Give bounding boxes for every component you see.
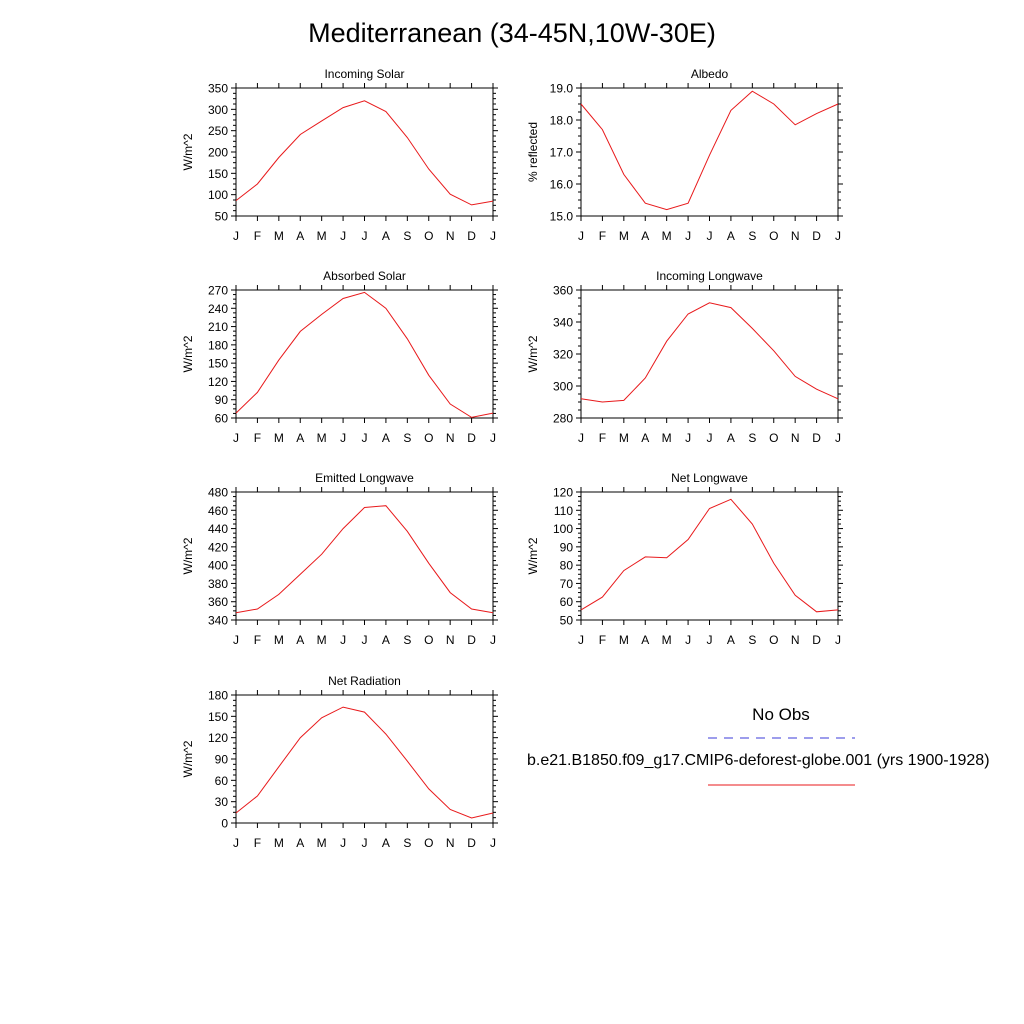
x-tick-label: J (233, 633, 239, 647)
x-tick-label: S (403, 431, 412, 445)
chart-title: Net Radiation (328, 674, 401, 688)
chart-title: Absorbed Solar (323, 269, 406, 283)
y-axis-label: W/m^2 (181, 537, 195, 575)
legend-obs-label: No Obs (752, 705, 810, 724)
y-tick-label: 380 (207, 576, 228, 591)
x-tick-label: O (769, 633, 779, 647)
x-tick-label: J (685, 633, 692, 647)
x-tick-label: O (424, 633, 434, 647)
x-tick-label: S (748, 431, 757, 445)
x-tick-label: J (490, 431, 496, 445)
x-tick-label: F (598, 633, 607, 647)
x-tick-label: J (233, 836, 239, 850)
y-tick-label: 90 (214, 752, 228, 767)
x-tick-label: A (641, 229, 650, 243)
x-tick-label: N (790, 633, 800, 647)
y-tick-label: 60 (559, 595, 573, 610)
x-tick-label: F (253, 431, 262, 445)
x-tick-label: M (316, 431, 327, 445)
x-tick-label: J (578, 633, 584, 647)
y-tick-label: 440 (207, 522, 228, 537)
x-tick-label: J (361, 229, 368, 243)
x-tick-label: A (296, 431, 305, 445)
x-tick-label: J (340, 229, 347, 243)
x-tick-label: S (403, 836, 412, 850)
y-tick-label: 50 (559, 613, 573, 628)
x-tick-label: A (641, 633, 650, 647)
y-axis-label: W/m^2 (181, 335, 195, 373)
y-tick-label: 150 (207, 166, 228, 181)
y-axis-label: W/m^2 (526, 335, 540, 373)
y-tick-label: 16.0 (549, 177, 573, 192)
y-tick-label: 460 (207, 503, 228, 518)
x-tick-label: O (424, 431, 434, 445)
x-tick-label: M (316, 633, 327, 647)
y-axis-label: W/m^2 (181, 740, 195, 778)
y-tick-label: 50 (214, 209, 228, 224)
x-tick-label: N (445, 431, 455, 445)
x-tick-label: S (748, 633, 757, 647)
y-tick-label: 280 (552, 411, 573, 426)
y-tick-label: 100 (552, 522, 573, 537)
x-tick-label: D (467, 836, 476, 850)
x-tick-label: J (706, 229, 713, 243)
chart-title: Net Longwave (671, 471, 748, 485)
page-title: Mediterranean (34-45N,10W-30E) (308, 18, 716, 48)
y-tick-label: 80 (559, 558, 573, 573)
y-tick-label: 300 (552, 379, 573, 394)
y-tick-label: 110 (553, 503, 573, 518)
y-tick-label: 120 (552, 485, 573, 500)
y-tick-label: 360 (207, 595, 228, 610)
x-tick-label: M (618, 229, 629, 243)
x-tick-label: N (790, 431, 800, 445)
x-tick-label: J (835, 633, 841, 647)
y-tick-label: 15.0 (549, 209, 573, 224)
x-tick-label: O (769, 229, 779, 243)
x-tick-label: S (403, 229, 412, 243)
x-tick-label: J (490, 229, 496, 243)
x-tick-label: D (467, 229, 476, 243)
x-tick-label: J (706, 431, 713, 445)
x-tick-label: A (641, 431, 650, 445)
chart-title: Incoming Longwave (656, 269, 763, 283)
y-axis-label: W/m^2 (181, 133, 195, 171)
x-tick-label: A (726, 633, 735, 647)
x-tick-label: S (748, 229, 757, 243)
x-tick-label: M (661, 431, 672, 445)
y-tick-label: 340 (207, 613, 228, 628)
x-tick-label: M (273, 431, 284, 445)
x-tick-label: J (361, 836, 368, 850)
y-tick-label: 270 (207, 283, 228, 298)
y-tick-label: 18.0 (549, 113, 573, 128)
x-tick-label: J (233, 229, 239, 243)
y-axis-label: % reflected (526, 121, 540, 183)
x-tick-label: A (726, 229, 735, 243)
y-tick-label: 400 (207, 558, 228, 573)
x-tick-label: D (812, 229, 821, 243)
x-tick-label: N (790, 229, 800, 243)
x-tick-label: M (273, 836, 284, 850)
y-tick-label: 200 (207, 145, 228, 160)
y-tick-label: 120 (207, 374, 228, 389)
y-tick-label: 0 (221, 816, 228, 831)
x-tick-label: O (424, 229, 434, 243)
x-tick-label: J (835, 431, 841, 445)
y-tick-label: 60 (214, 411, 228, 426)
x-tick-label: M (316, 229, 327, 243)
x-tick-label: J (340, 836, 347, 850)
x-tick-label: N (445, 229, 455, 243)
y-tick-label: 17.0 (549, 145, 573, 160)
y-tick-label: 100 (207, 188, 228, 203)
x-tick-label: M (661, 633, 672, 647)
x-tick-label: A (296, 836, 305, 850)
x-tick-label: D (467, 633, 476, 647)
x-tick-label: J (340, 431, 347, 445)
y-tick-label: 420 (207, 540, 228, 555)
x-tick-label: A (726, 431, 735, 445)
y-tick-label: 180 (207, 338, 228, 353)
x-tick-label: J (578, 229, 584, 243)
y-tick-label: 250 (207, 124, 228, 139)
x-tick-label: F (598, 431, 607, 445)
x-tick-label: A (296, 229, 305, 243)
x-tick-label: J (685, 229, 692, 243)
x-tick-label: D (812, 633, 821, 647)
x-tick-label: D (467, 431, 476, 445)
x-tick-label: J (361, 431, 368, 445)
y-tick-label: 350 (207, 81, 228, 96)
x-tick-label: M (316, 836, 327, 850)
y-tick-label: 180 (207, 688, 228, 703)
y-tick-label: 150 (207, 709, 228, 724)
x-tick-label: J (233, 431, 239, 445)
x-tick-label: S (403, 633, 412, 647)
x-tick-label: A (381, 633, 390, 647)
x-tick-label: F (253, 836, 262, 850)
y-tick-label: 90 (559, 540, 573, 555)
y-tick-label: 240 (207, 301, 228, 316)
y-tick-label: 320 (552, 347, 573, 362)
x-tick-label: J (490, 633, 496, 647)
x-tick-label: M (273, 229, 284, 243)
y-tick-label: 300 (207, 102, 228, 117)
x-tick-label: D (812, 431, 821, 445)
y-axis-label: W/m^2 (526, 537, 540, 575)
chart-title: Incoming Solar (324, 67, 405, 81)
y-tick-label: 70 (559, 576, 573, 591)
x-tick-label: A (381, 229, 390, 243)
x-tick-label: M (618, 633, 629, 647)
x-tick-label: M (273, 633, 284, 647)
y-tick-label: 480 (207, 485, 228, 500)
x-tick-label: F (598, 229, 607, 243)
x-tick-label: M (618, 431, 629, 445)
y-tick-label: 360 (552, 283, 573, 298)
y-tick-label: 90 (214, 393, 228, 408)
x-tick-label: J (706, 633, 713, 647)
y-tick-label: 60 (214, 773, 228, 788)
y-tick-label: 340 (552, 315, 573, 330)
x-tick-label: O (769, 431, 779, 445)
y-tick-label: 210 (207, 320, 228, 335)
legend-model-label: b.e21.B1850.f09_g17.CMIP6-deforest-globe.001 (yrs 1900-1928) (527, 752, 990, 769)
x-tick-label: A (296, 633, 305, 647)
x-tick-label: J (685, 431, 692, 445)
y-tick-label: 19.0 (549, 81, 573, 96)
x-tick-label: M (661, 229, 672, 243)
x-tick-label: F (253, 229, 262, 243)
x-tick-label: O (424, 836, 434, 850)
x-tick-label: N (445, 836, 455, 850)
chart-title: Emitted Longwave (315, 471, 414, 485)
y-tick-label: 150 (207, 356, 228, 371)
x-tick-label: J (340, 633, 347, 647)
x-tick-label: F (253, 633, 262, 647)
chart-title: Albedo (690, 67, 729, 81)
y-tick-label: 30 (214, 795, 228, 810)
x-tick-label: A (381, 836, 390, 850)
x-tick-label: J (835, 229, 841, 243)
x-tick-label: J (578, 431, 584, 445)
x-tick-label: A (381, 431, 390, 445)
x-tick-label: J (490, 836, 496, 850)
x-tick-label: N (445, 633, 455, 647)
y-tick-label: 120 (207, 731, 228, 746)
x-tick-label: J (361, 633, 368, 647)
